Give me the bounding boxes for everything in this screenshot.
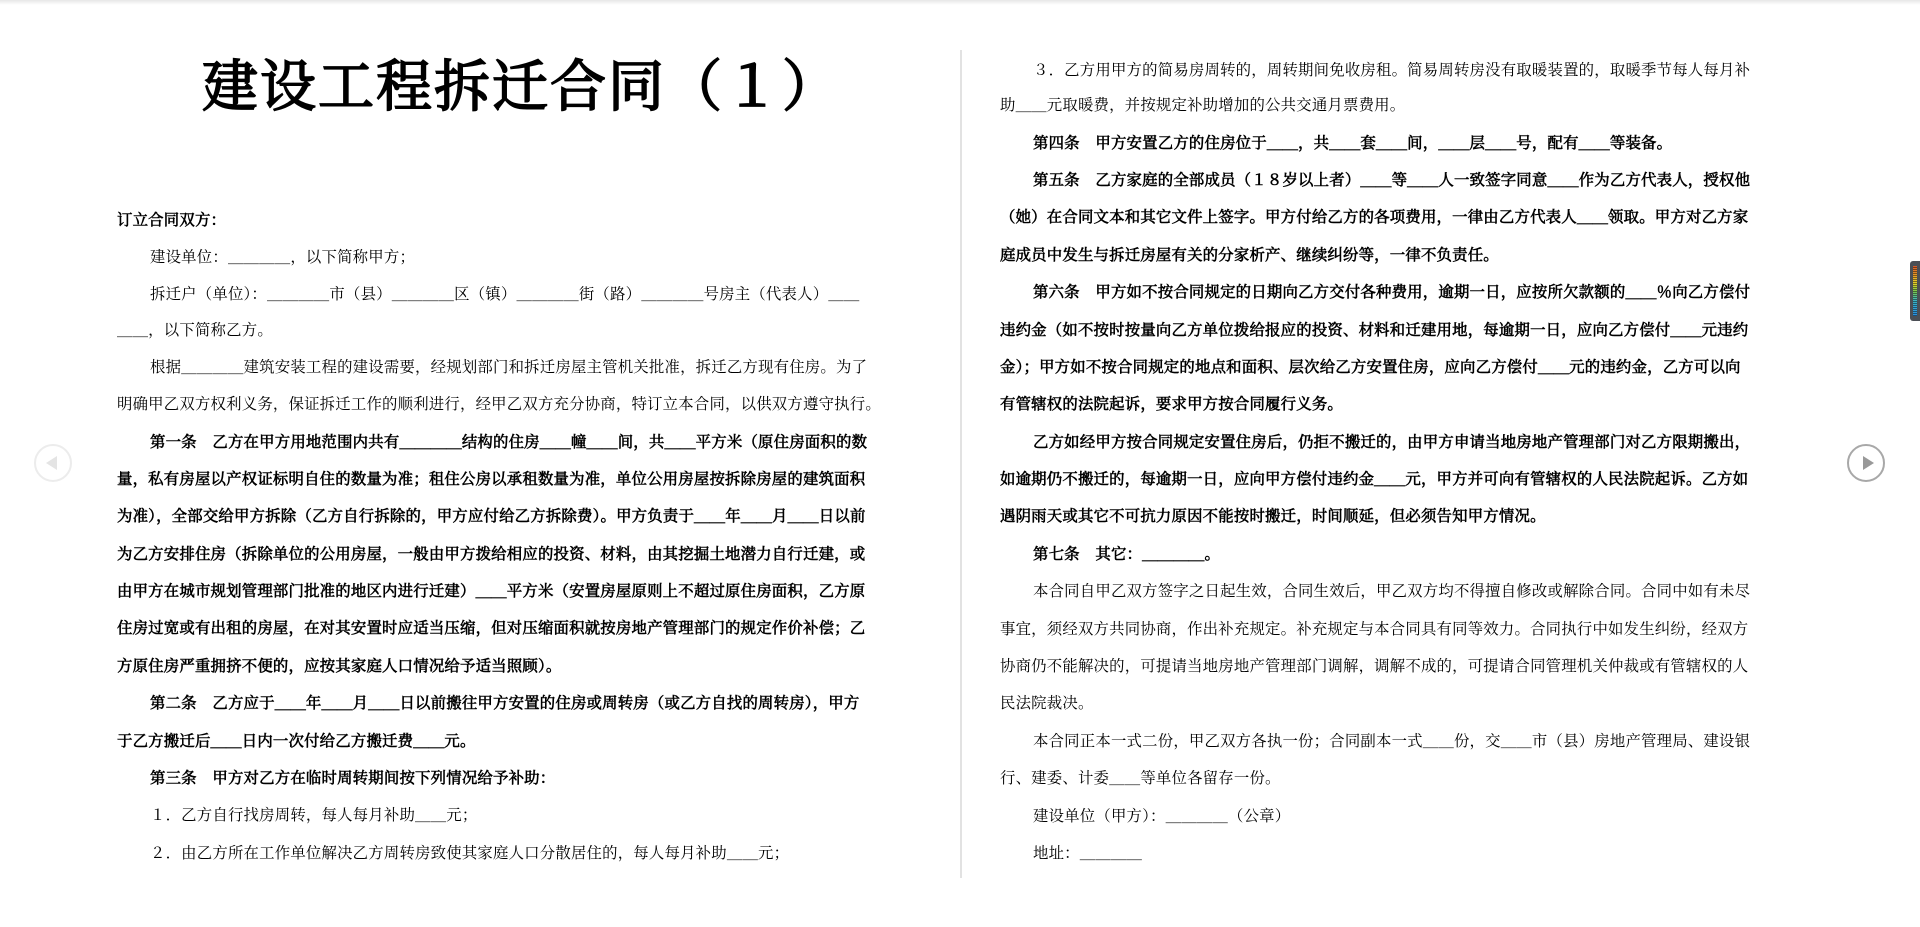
line-effectiveness: 本合同自甲乙双方签字之日起生效，合同生效后，甲乙双方均不得擅自修改或解除合同。合同中如有未尽 <box>1033 582 1751 600</box>
line-preamble: 根据＿＿＿＿建筑安装工程的建设需要，经规划部门和拆迁房屋主管机关批准，拆迁乙方现有住房。为了 <box>150 358 868 376</box>
document-title: 建设工程拆迁合同（１） <box>202 54 840 120</box>
line-article-6-cont: 金）；甲方如不按合同规定的地点和面积、层次给乙方安置住房，应向乙方偿付＿＿元的违约金，乙方可以向 <box>1000 358 1741 376</box>
line-relocation-refusal-cont: 如逾期仍不搬迁的，每逾期一日，应向甲方偿付违约金＿＿元，甲方并可向有管辖权的人民法院起诉。乙方如 <box>1000 470 1749 488</box>
line-address: 地址：＿＿＿＿ <box>1033 844 1143 862</box>
line-article-1-cont: 为准），全部交给甲方拆除（乙方自行拆除的，甲方应付给乙方拆除费）。甲方负责于＿＿年＿＿月＿＿日以前 <box>117 507 866 525</box>
line-article-6-cont: 违约金（如不按时按量向乙方单位拨给报应的投资、材料和迁建用地，每逾期一日，应向乙方偿付＿＿元违约 <box>1000 321 1749 339</box>
line-article-1-cont: 住房过宽或有出租的房屋，在对其安置时应适当压缩，但对压缩面积就按房地产管理部门的规定作价补偿；乙 <box>117 619 866 637</box>
line-article-1: 第一条 乙方在甲方用地范围内共有＿＿＿＿结构的住房＿＿幢＿＿间，共＿＿平方米（原住房面积的数 <box>150 433 868 451</box>
line-article-1-cont: 由甲方在城市规划管理部门批准的地区内进行迁建）＿＿平方米（安置房屋原则上不超过原住房面积，乙方原 <box>117 582 866 600</box>
line-article-3-item-2: ２．由乙方所在工作单位解决乙方周转房致使其家庭人口分散居住的，每人每月补助＿＿元； <box>150 844 790 862</box>
line-effectiveness-cont: 协商仍不能解决的，可提请当地房地产管理部门调解，调解不成的，可提请合同管理机关仲裁或有管辖权的人 <box>1000 657 1749 675</box>
line-article-2: 第二条 乙方应于＿＿年＿＿月＿＿日以前搬往甲方安置的住房或周转房（或乙方自找的周转房），甲方 <box>150 694 860 712</box>
line-article-7: 第七条 其它：＿＿＿＿。 <box>1033 545 1221 563</box>
line-relocation-refusal-cont: 遇阴雨天或其它不可抗力原因不能按时搬迁，时间顺延，但必须告知甲方情况。 <box>1000 507 1546 525</box>
line-article-6: 第六条 甲方如不按合同规定的日期向乙方交付各种费用，逾期一日，应按所欠款额的＿＿％向乙方偿付 <box>1033 283 1751 301</box>
prev-page-button[interactable] <box>34 444 72 482</box>
line-article-3: 第三条 甲方对乙方在临时周转期间按下列情况给予补助： <box>150 769 556 787</box>
level-meter-icon <box>1913 266 1917 316</box>
line-article-1-cont: 量，私有房屋以产权证标明自住的数量为准；租住公房以承租数量为准，单位公用房屋按拆除房屋的建筑面积 <box>117 470 866 488</box>
side-panel-handle[interactable] <box>1910 261 1920 321</box>
line-effectiveness-cont: 事宜，须经双方共同协商，作出补充规定。补充规定与本合同具有同等效力。合同执行中如发生纠纷，经双方 <box>1000 620 1749 638</box>
line-party-b-cont: ＿＿，以下简称乙方。 <box>117 321 273 339</box>
line-article-4: 第四条 甲方安置乙方的住房位于＿＿，共＿＿套＿＿间，＿＿层＿＿号，配有＿＿等装备。 <box>1033 134 1673 152</box>
line-article-1-cont: 方原住房严重拥挤不便的，应按其家庭人口情况给予适当照顾）。 <box>117 657 562 675</box>
line-relocation-refusal: 乙方如经甲方按合同规定安置住房后，仍拒不搬迁的，由甲方申请当地房地产管理部门对乙方限期搬出， <box>1033 433 1751 451</box>
right-page <box>1000 0 1808 927</box>
line-article-5-cont: 庭成员中发生与拆迁房屋有关的分家析产、继续纠纷等，一律不负责任。 <box>1000 246 1499 264</box>
line-copies-cont: 行、建委、计委＿＿等单位各留存一份。 <box>1000 769 1281 787</box>
line-article-1-cont: 为乙方安排住房（拆除单位的公用房屋，一般由甲方拨给相应的投资、材料，由其挖掘土地潜力自行迁建，或 <box>117 545 866 563</box>
line-effectiveness-cont: 民法院裁决。 <box>1000 694 1094 712</box>
line-article-3-item-3-cont: 助＿＿元取暖费，并按规定补助增加的公共交通月票费用。 <box>1000 96 1406 114</box>
line-copies: 本合同正本一式二份，甲乙双方各执一份；合同副本一式＿＿份，交＿＿市（县）房地产管理局、建设银 <box>1033 732 1751 750</box>
play-right-icon <box>1863 456 1874 470</box>
line-party-b: 拆迁户（单位）：＿＿＿＿市（县）＿＿＿＿区（镇）＿＿＿＿街（路）＿＿＿＿号房主（代表人）＿＿ <box>150 285 860 303</box>
line-article-3-item-1: １．乙方自行找房周转，每人每月补助＿＿元； <box>150 806 478 824</box>
line-article-3-item-3: ３．乙方用甲方的简易房周转的，周转期间免收房租。简易周转房没有取暖装置的，取暖季节每人每月补 <box>1033 61 1751 79</box>
line-party-a: 建设单位：＿＿＿＿，以下简称甲方； <box>150 248 416 266</box>
line-article-6-cont: 有管辖权的法院起诉，要求甲方按合同履行义务。 <box>1000 395 1343 413</box>
line-parties-heading: 订立合同双方： <box>117 211 227 229</box>
line-signature-party-a: 建设单位（甲方）：＿＿＿＿（公章） <box>1033 807 1291 825</box>
next-page-button[interactable] <box>1847 444 1885 482</box>
line-article-5-cont: （她）在合同文本和其它文件上签字。甲方付给乙方的各项费用，一律由乙方代表人＿＿领取。甲方对乙方家 <box>1000 208 1749 226</box>
line-article-5: 第五条 乙方家庭的全部成员（１８岁以上者）＿＿等＿＿人一致签字同意＿＿作为乙方代表人，授权他 <box>1033 171 1751 189</box>
line-article-2-cont: 于乙方搬迁后＿＿日内一次付给乙方搬迁费＿＿元。 <box>117 732 476 750</box>
line-preamble-cont: 明确甲乙双方权利义务，保证拆迁工作的顺利进行，经甲乙双方充分协商，特订立本合同，以供双方遵守执行。 <box>117 395 881 413</box>
page-divider <box>960 50 962 878</box>
chevron-left-icon <box>46 456 57 470</box>
left-page <box>117 0 922 927</box>
